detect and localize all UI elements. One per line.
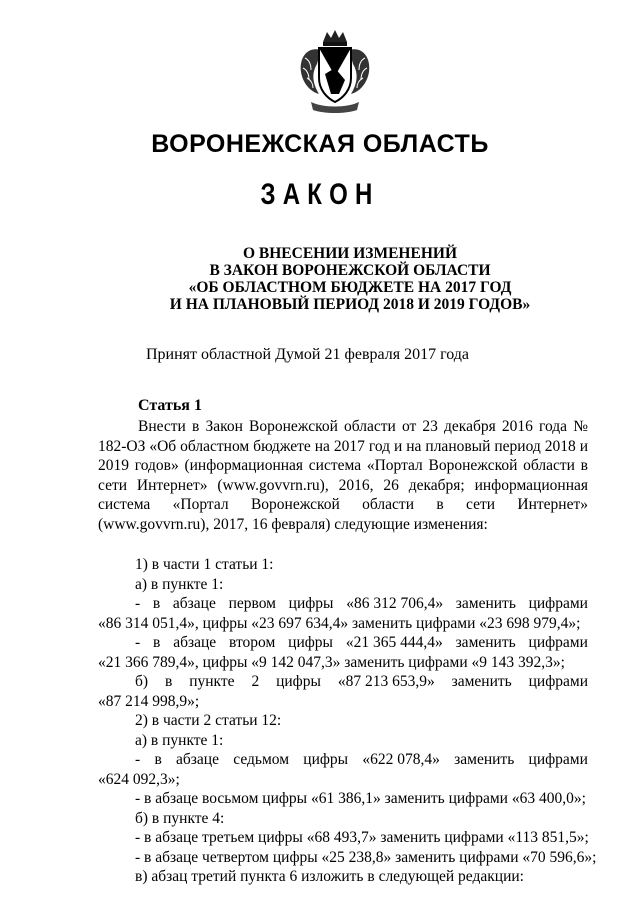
word: в bbox=[154, 751, 162, 768]
subject-line: «ОБ ОБЛАСТНОМ БЮДЖЕТЕ НА 2017 ГОД bbox=[188, 279, 512, 296]
word: - bbox=[135, 595, 141, 612]
word: «622 078,4» bbox=[362, 751, 440, 768]
word: заменить bbox=[455, 595, 516, 612]
word: первом bbox=[228, 595, 276, 612]
word: в bbox=[164, 673, 173, 690]
word: цифры bbox=[288, 634, 333, 651]
list-item: - в абзаце четвертом цифры «25 238,8» заменить цифрами «70 596,6»; bbox=[135, 848, 597, 866]
subject-line: О ВНЕСЕНИИ ИЗМЕНЕНИЙ bbox=[242, 245, 457, 262]
document-type: ЗАКОН bbox=[260, 178, 380, 211]
list-item: - в абзаце третьем цифры «68 493,7» заменить цифрами «113 851,5»; bbox=[135, 829, 589, 846]
list-item: а) в пункте 1: bbox=[135, 731, 224, 749]
list-item: - в абзаце восьмом цифры «61 386,1» заменить цифрами «63 400,0»; bbox=[135, 790, 586, 807]
article-title: Статья 1 bbox=[138, 397, 202, 414]
list-item bbox=[98, 750, 588, 770]
word: цифрами bbox=[528, 634, 588, 651]
word: цифры bbox=[288, 595, 334, 612]
list-item: «624 092,3»; bbox=[98, 770, 180, 788]
word: цифры bbox=[276, 673, 321, 690]
word: цифры bbox=[303, 751, 349, 768]
word: втором bbox=[229, 634, 276, 651]
word: абзаце bbox=[173, 634, 217, 651]
word: - bbox=[135, 634, 141, 651]
word: б) bbox=[135, 673, 149, 690]
article-body bbox=[98, 417, 597, 887]
subject-line: И НА ПЛАНОВЫЙ ПЕРИОД 2018 И 2019 ГОДОВ» bbox=[169, 296, 531, 313]
word: заменить bbox=[454, 751, 515, 768]
list-item: «21 366 789,4», цифры «9 142 047,3» заменить цифрами «9 143 392,3»; bbox=[98, 653, 565, 671]
word: цифрами bbox=[528, 595, 588, 612]
list-item: «86 314 051,4», цифры «23 697 634,4» заменить цифрами «23 698 979,4»; bbox=[98, 614, 581, 632]
amendment-list bbox=[98, 555, 597, 887]
list-item: 2) в части 2 статьи 12: bbox=[135, 712, 282, 729]
law-subject bbox=[40, 245, 640, 313]
word: «87 213 653,9» bbox=[337, 673, 435, 690]
word: цифрами bbox=[528, 751, 588, 768]
word: заменить bbox=[455, 634, 516, 651]
word: в bbox=[153, 634, 161, 651]
word: - bbox=[135, 751, 141, 768]
list-item: а) в пункте 1: bbox=[135, 575, 224, 593]
list-item: 1) в части 1 статьи 1: bbox=[135, 556, 274, 573]
word: 2 bbox=[251, 673, 260, 690]
list-item bbox=[98, 594, 588, 614]
word: в bbox=[152, 595, 161, 612]
word: абзаце bbox=[176, 751, 219, 768]
coat-of-arms-icon bbox=[295, 28, 375, 116]
list-item: «87 214 998,9»; bbox=[98, 692, 200, 710]
word: цифрами bbox=[528, 673, 588, 690]
intro-paragraph: Внести в Закон Воронежской области от 23 декабря 2016 года № 182-ОЗ «Об областном бюджете на 2017 год и на плановый период 2018 и 2019 годов» (информационная система «Портал Воронежской области в сети Интернет» (www.govvrn.ru), 2016, 26 декабря; информационная система «Портал Воронежской области в сети Интернет» (www.govvrn.ru), 2017, 16 февраля) следующие изменения: bbox=[98, 418, 588, 533]
adoption-date: Принят областной Думой 21 февраля 2017 года bbox=[146, 346, 470, 363]
word: седьмом bbox=[233, 751, 290, 768]
list-item: в) абзац третий пункта 6 изложить в следующей редакции: bbox=[135, 868, 524, 885]
word: пункте bbox=[189, 673, 235, 690]
word: заменить bbox=[451, 673, 512, 690]
region-title: ВОРОНЕЖСКАЯ ОБЛАСТЬ bbox=[151, 130, 489, 158]
word: абзаце bbox=[172, 595, 216, 612]
list-item bbox=[98, 633, 588, 653]
list-item: б) в пункте 4: bbox=[135, 809, 225, 827]
subject-line: В ЗАКОН ВОРОНЕЖСКОЙ ОБЛАСТИ bbox=[209, 262, 491, 279]
list-item bbox=[98, 672, 588, 692]
word: «86 312 706,4» bbox=[346, 595, 444, 612]
word: «21 365 444,4» bbox=[345, 634, 443, 651]
